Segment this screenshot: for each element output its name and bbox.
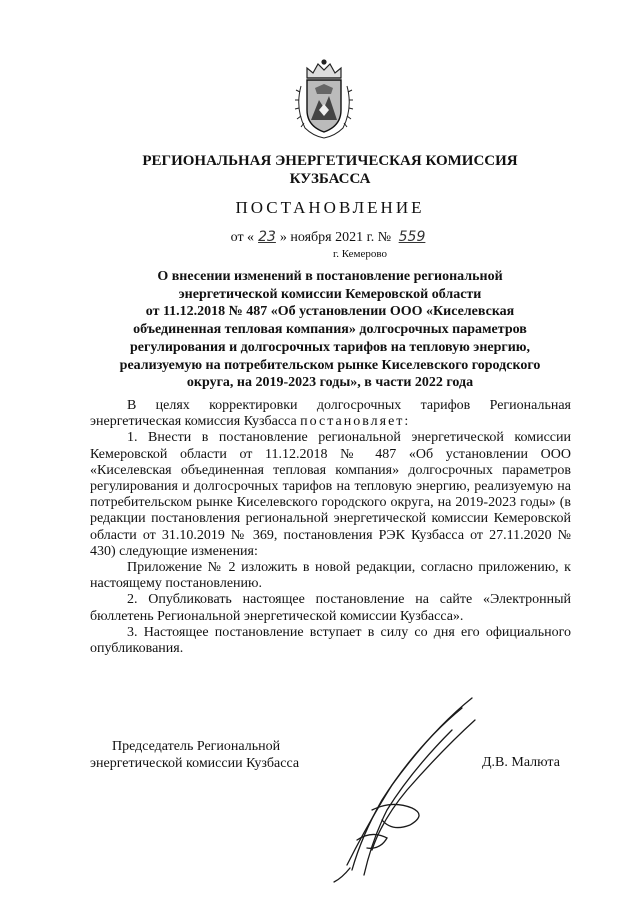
document-body — [90, 398, 571, 657]
item-1-sub-paragraph: Приложение № 2 изложить в новой редакции, согласно приложению, к настоящему постановлению. — [90, 560, 571, 592]
subject-line: объединенная тепловая компания» долгосрочных параметров — [133, 322, 527, 338]
subject-line: округа, на 2019-2023 годы», в части 2022 года — [186, 375, 474, 391]
date-line — [120, 229, 540, 246]
signatory-position-line2: энергетической комиссии Кузбасса — [90, 756, 300, 771]
subject-line: энергетической комиссии Кемеровской области — [178, 286, 482, 302]
organization-title-line1: РЕГИОНАЛЬНАЯ ЭНЕРГЕТИЧЕСКАЯ КОМИССИЯ — [142, 153, 518, 169]
document-type-title: ПОСТАНОВЛЕНИЕ — [235, 198, 425, 217]
subject-line: О внесении изменений в постановление региональной — [157, 269, 503, 284]
intro-paragraph — [90, 398, 571, 430]
coat-of-arms-emblem — [293, 58, 355, 140]
item-2-paragraph: 2. Опубликовать настоящее постановление на сайте «Электронный бюллетень Региональной энергетической комиссии Кузбасса». — [90, 592, 571, 624]
city-label: г. Кемерово — [332, 248, 388, 260]
organization-title-line2: КУЗБАССА — [289, 171, 371, 187]
subject-line: от 11.12.2018 № 487 «Об установлении ООО «Киселевская — [145, 304, 515, 320]
intro-verb: постановляет: — [300, 414, 411, 430]
item-1-paragraph: 1. Внести в постановление региональной энергетической комиссии Кемеровской области от 11.12.2018 № 487 «Об установлении ООО «Киселевская объединенная тепловая компания» долгосрочных параметров регулирования и долгосрочных тарифов на тепловую энергию, реализуемую на потребительском рынке Киселевского городского округа, на 2019-2023 годы» (в редакции постановления региональной энергетической комиссии Кемеровской области от 31.10.2019 № 369, постановления РЭК Кузбасса от 27.11.2020 № 430) следующие изменения: — [90, 430, 571, 559]
date-day-handwritten: 23 — [258, 229, 276, 245]
date-month-year: » ноября 2021 г. № — [279, 230, 392, 245]
item-3-paragraph: 3. Настоящее постановление вступает в силу со дня его официального опубликования. — [90, 624, 571, 657]
document-subject — [90, 268, 570, 392]
signatory-position — [90, 738, 299, 772]
subject-line: регулирования и долгосрочных тарифов на тепловую энергию, — [129, 339, 531, 355]
date-prefix: от « — [230, 230, 255, 245]
document-number-handwritten: 559 — [398, 229, 426, 245]
intro-text: В целях корректировки долгосрочных тарифов Региональная энергетическая комиссия Кузбасса — [90, 398, 571, 430]
subject-line: реализуемую на потребительском рынке Киселевского городского — [119, 357, 541, 373]
signatory-position-line1: Председатель Региональной — [112, 739, 281, 754]
signatory-name: Д.В. Малюта — [482, 755, 560, 770]
handwritten-signature — [312, 690, 477, 885]
